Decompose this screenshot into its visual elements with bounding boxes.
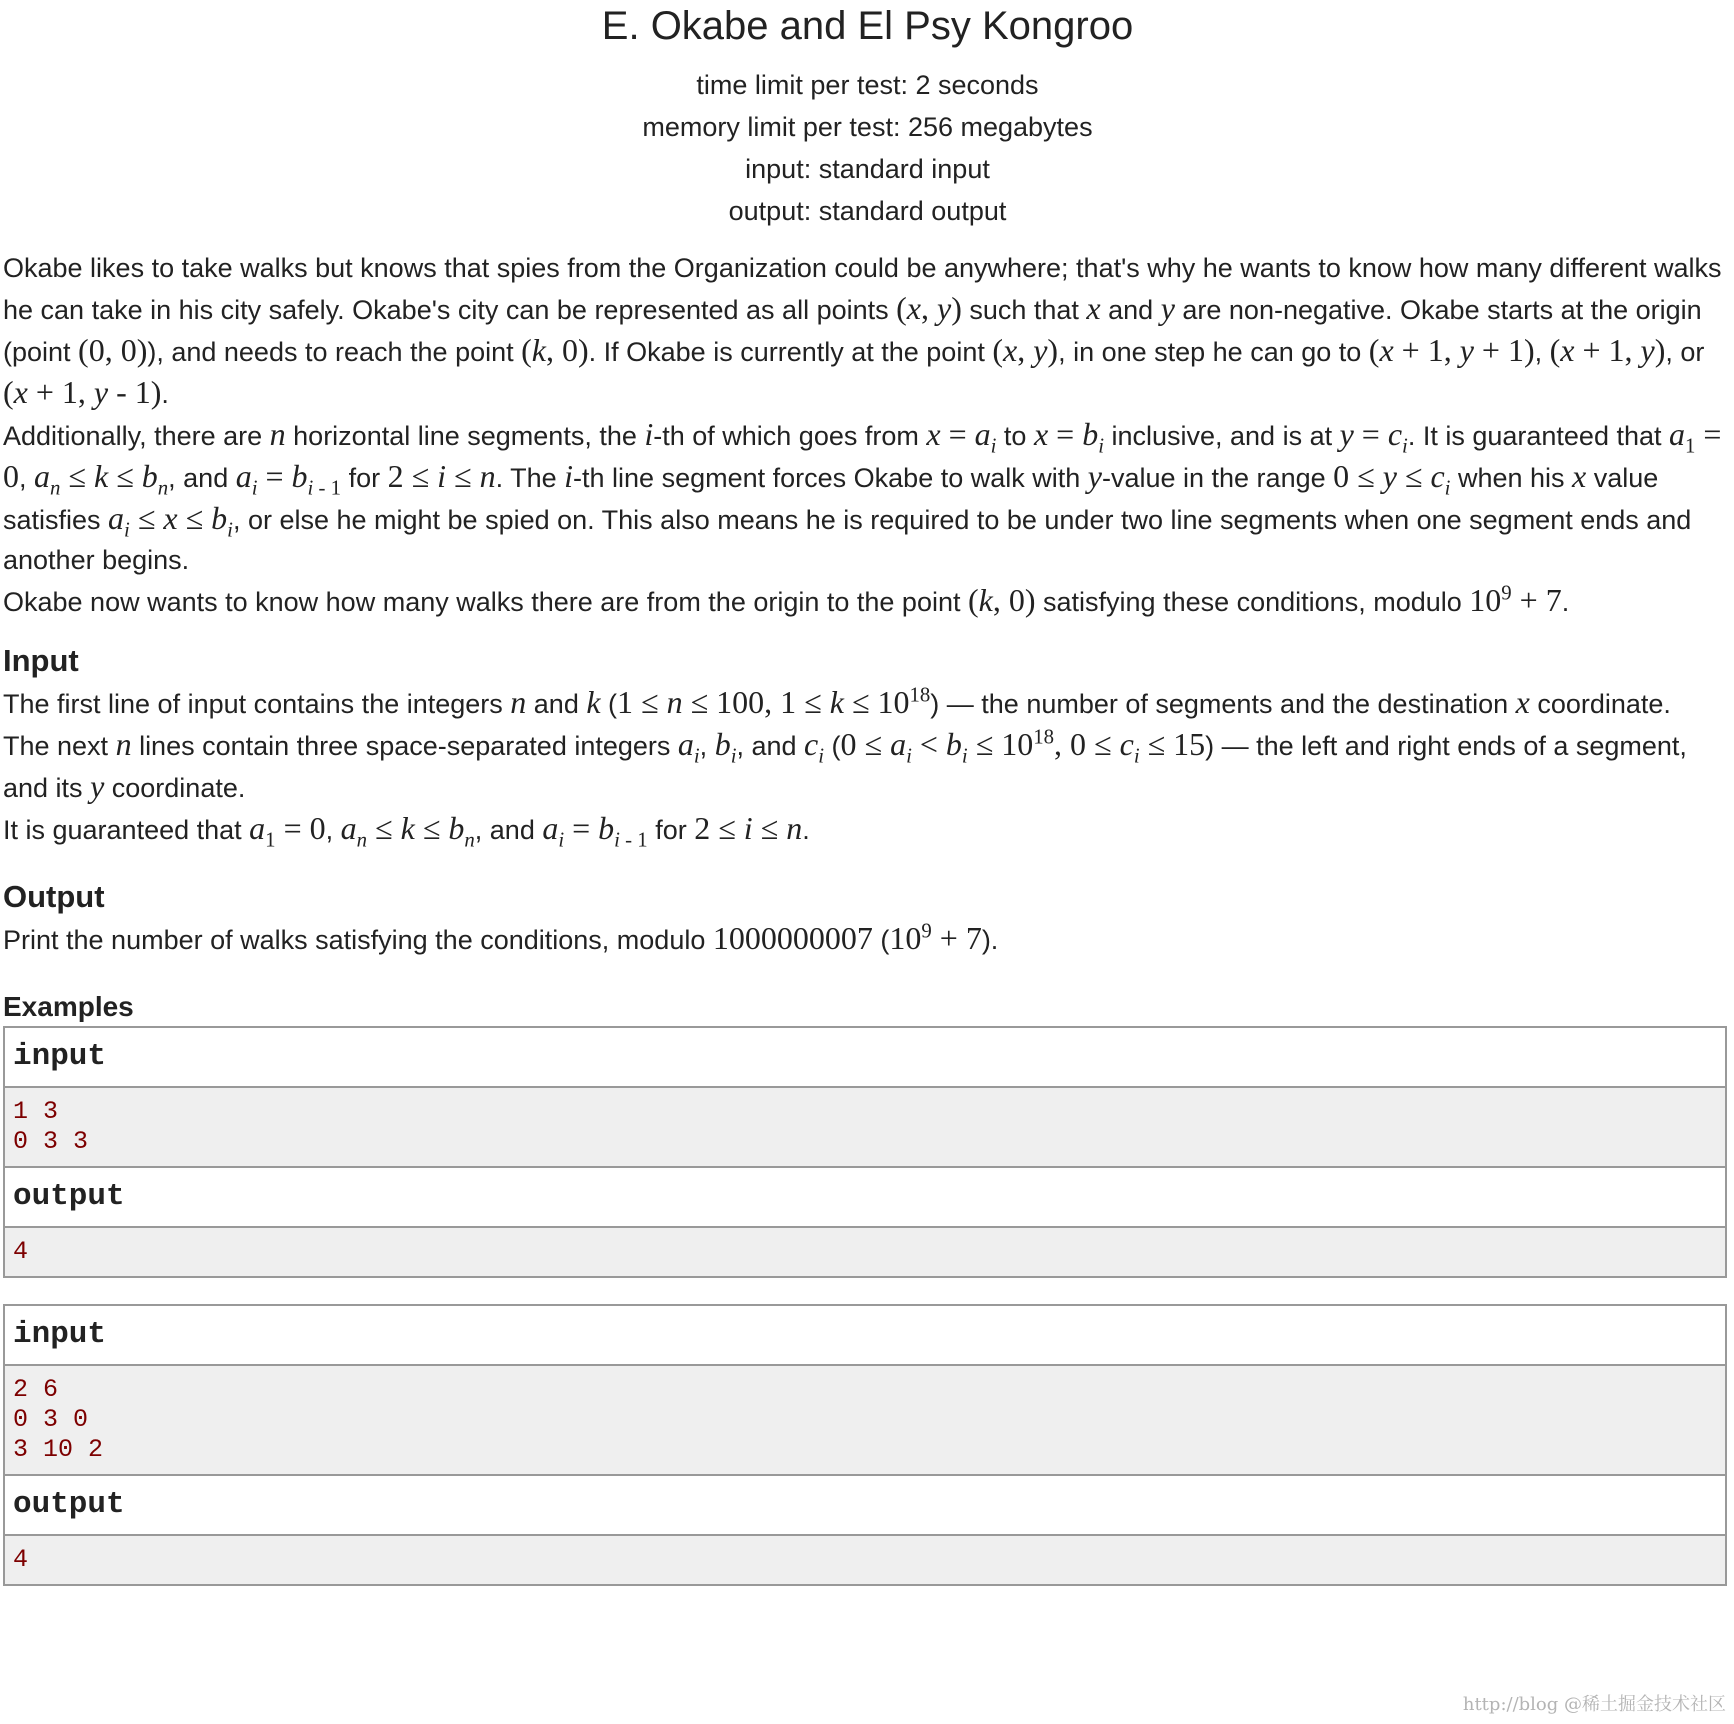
statement-paragraph-1: Okabe likes to take walks but knows that spies from the Organization could be anywhere; that's why he wants to know how many different walks he can take in his city safely. Okabe's city can be represented as all points (x, y) such that x and y are non-negative. Okabe starts at the origin (point (0, 0)), and needs to reach the point (k, 0). If Okabe is currently at the point (x, y), in one step he can go to (x + 1, y + 1), (x + 1, y), or (x + 1, y - 1). xyxy=(3,253,1722,410)
input-heading: Input xyxy=(3,643,79,678)
problem-title: E. Okabe and El Psy Kongroo xyxy=(601,4,1134,48)
example-2-output-label: output xyxy=(5,1476,1725,1536)
output-paragraph-1: Print the number of walks satisfying the conditions, modulo 1000000007 $(10^9 + 7)$. xyxy=(3,919,999,956)
example-1-input: 1 3 0 3 3 xyxy=(5,1088,1725,1168)
input-paragraph-1: The first line of input contains the integers n and k (1 ≤ n ≤ 100, $1 \le k \le 10^{18}$) — the number of segments and the destination x coordinate. xyxy=(3,683,1671,720)
problem-page xyxy=(0,2,1734,1586)
example-2 xyxy=(3,1304,1727,1586)
example-1 xyxy=(3,1026,1727,1278)
example-2-input-label: input xyxy=(5,1306,1725,1366)
output-heading: Output xyxy=(3,879,105,914)
watermark: http://blog @稀土掘金技术社区 xyxy=(1462,1694,1726,1715)
output-target: output: standard output xyxy=(728,196,1007,226)
input-paragraph-2: The next n lines contain three space-separated integers $a_i$, $b_i$, and $c_i$ ($0 \le a_i < b_i \le 10^{18}$, $0 \le c_i \le 15$) — the left and right ends of a segment, and its y coordinate. xyxy=(3,725,1687,804)
input-paragraph-3: It is guaranteed that $a_1 = 0$, $a_n \le k \le b_n$, and $a_i = b_{i - 1}$ for 2 ≤ i ≤ n. xyxy=(3,810,810,852)
time-limit: time limit per test: 2 seconds xyxy=(696,70,1039,100)
problem-statement xyxy=(3,248,1732,960)
statement-paragraph-3: Okabe now wants to know how many walks there are from the origin to the point (k, 0) satisfying these conditions, modulo $10^9 + 7$. xyxy=(3,581,1570,618)
input-source: input: standard input xyxy=(745,154,990,184)
examples-heading: Examples xyxy=(3,991,134,1022)
example-2-input: 2 6 0 3 0 3 10 2 xyxy=(5,1366,1725,1476)
example-1-output-label: output xyxy=(5,1168,1725,1228)
limits-block xyxy=(3,64,1732,232)
statement-paragraph-2: Additionally, there are n horizontal line segments, the i-th of which goes from $x = a_i$ to $x = b_i$ inclusive, and is at $y = c_i$. It is guaranteed that $a_1 = 0$, $a_n \le k \le b_n$, and $a_i = b_{i - 1}$ for 2 ≤ i ≤ n. The i-th line segment forces Okabe to walk with y-value in the range $0 \le y \le c_i$ when his x value satisfies $a_i \le x \le b_i$, or else he might be spied on. This also means he is required to be under two line segments when one segment ends and another begins. xyxy=(3,416,1722,575)
memory-limit: memory limit per test: 256 megabytes xyxy=(642,112,1093,142)
example-1-input-label: input xyxy=(5,1028,1725,1088)
example-2-output: 4 xyxy=(5,1536,1725,1584)
example-1-output: 4 xyxy=(5,1228,1725,1276)
